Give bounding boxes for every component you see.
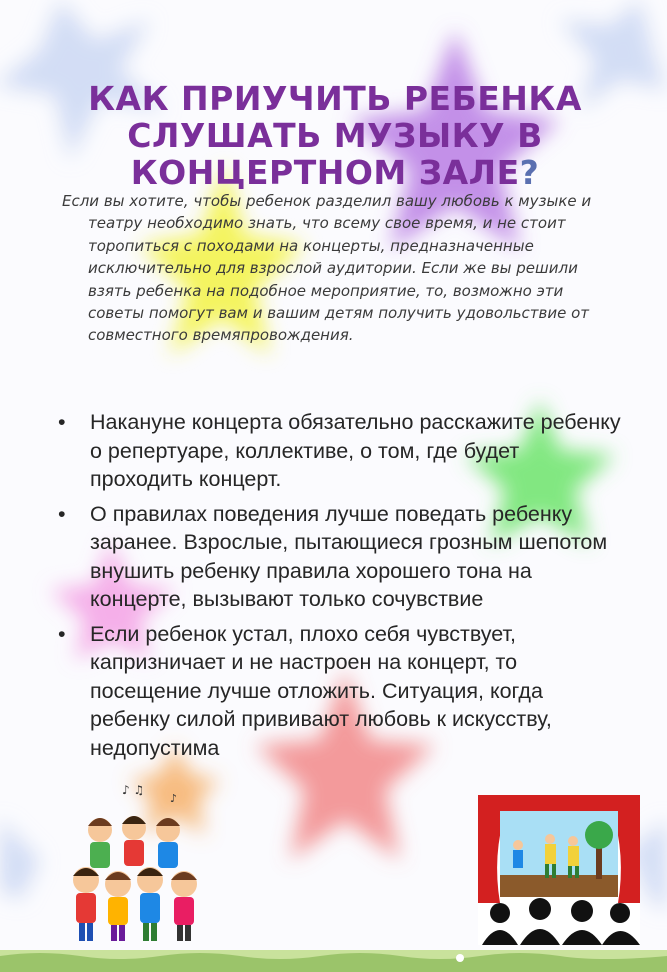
intro-paragraph xyxy=(62,190,622,347)
title-text: КАК ПРИУЧИТЬ РЕБЕНКА СЛУШАТЬ МУЗЫКУ В КОНЦЕРТНОМ ЗАЛЕ xyxy=(88,79,582,192)
bullet-icon: • xyxy=(58,410,66,434)
bullet-icon: • xyxy=(58,621,66,646)
singing-children-clipart xyxy=(70,780,210,945)
tips-list xyxy=(58,408,628,768)
star-shape xyxy=(0,820,40,900)
grass-border xyxy=(0,950,667,972)
tip-item xyxy=(58,500,628,614)
theatre-stage-clipart xyxy=(478,795,640,945)
tip-item xyxy=(58,620,628,763)
svg-text:♪: ♪ xyxy=(170,792,178,805)
title-question-mark: ? xyxy=(519,153,540,192)
tip-item xyxy=(58,408,628,494)
svg-text:♪ ♫: ♪ ♫ xyxy=(122,783,145,797)
tip-text: О правилах поведения лучше поведать ребенку заранее. Взрослые, пытающиеся грозным шепотом внушить ребенку правила хорошего тона на концерте, вызывают только сочувствие xyxy=(90,501,608,611)
tip-text: Если ребенок устал, плохо себя чувствует, капризничает и не настроен на концерт, то посещение лучше отложить. Ситуация, когда ребенку силой прививают любовь к искусству, недопустима xyxy=(90,621,552,760)
bullet-icon: • xyxy=(58,501,66,526)
page-title xyxy=(40,80,630,191)
intro-text: Если вы хотите, чтобы ребенок разделил вашу любовь к музыке и театру необходимо знать, что всему свое время, и не стоит торопиться с походами на концерты, предназначенные исключительно для взрослой аудитории. Если же вы решили взять ребенка на подобное мероприятие, то, возможно эти советы помогут вам и вашим детям получить удовольствие от совместного времяпровождения. xyxy=(62,192,592,345)
tip-text: Накануне концерта обязательно расскажите ребенку о репертуаре, коллективе, о том, где будет проходить концерт. xyxy=(90,410,621,491)
